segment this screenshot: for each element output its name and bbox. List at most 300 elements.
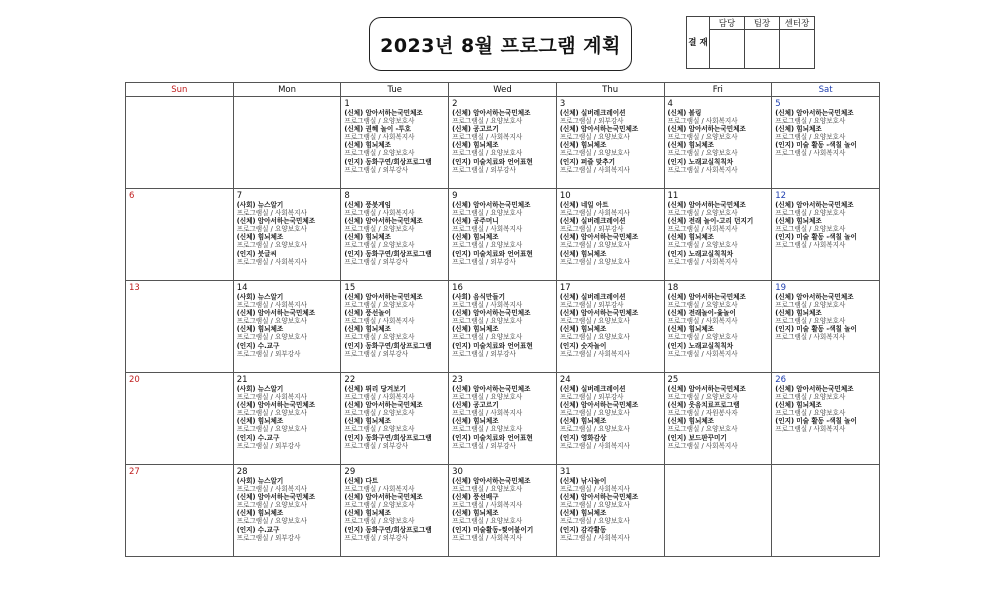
- program-location-staff: 프로그램실 / 사회복지사: [559, 209, 630, 218]
- program-name: (신체) 암아서하는국민체조: [452, 477, 531, 485]
- program-location-staff: 프로그램실 / 요양보호사: [236, 517, 307, 526]
- program-name: (인지) 미술치료와 언어표현: [452, 433, 533, 442]
- program-location-staff: 프로그램실 / 사회복지사: [559, 533, 630, 542]
- program-name: (사회) 뉴스알기: [236, 477, 284, 485]
- approval-col-staff: 담당: [710, 17, 745, 30]
- program-location-staff: 프로그램실 / 요양보호사: [452, 517, 523, 526]
- approval-sign-team-lead: [745, 30, 780, 69]
- day-number: 5: [775, 99, 781, 109]
- program-name: (신체) 암아서하는국민체조: [236, 401, 316, 410]
- day-cell: [449, 281, 557, 373]
- weekday-mon: Mon: [233, 83, 341, 97]
- program-location-staff: 프로그램실 / 외부강사: [559, 301, 624, 310]
- program-name: (신체) 힘뇌체조: [452, 417, 499, 426]
- program-location-staff: 프로그램실 / 외부강사: [559, 393, 624, 402]
- day-number: 9: [452, 191, 458, 201]
- program-location-staff: 프로그램실 / 요양보호사: [452, 317, 523, 326]
- program-location-staff: 프로그램실 / 사회복지사: [236, 393, 307, 402]
- program-name: (신체) 암아서하는국민체조: [559, 493, 639, 502]
- program-location-staff: 프로그램실 / 요양보호사: [344, 225, 415, 234]
- program-location-staff: 프로그램실 / 요양보호사: [667, 241, 738, 250]
- week-row: [126, 281, 880, 373]
- approval-table: [686, 16, 815, 69]
- week-row: [126, 373, 880, 465]
- day-cell: [449, 465, 557, 557]
- day-number: 29: [344, 467, 356, 477]
- program-name: (신체) 힘뇌체조: [775, 217, 822, 226]
- program-location-staff: 프로그램실 / 요양보호사: [236, 425, 307, 434]
- day-number: 24: [559, 375, 571, 385]
- program-name: (인지) 미술활동-찢어붙이기: [452, 525, 534, 534]
- day-number: 6: [129, 191, 135, 201]
- approval-col-director: 센터장: [780, 17, 815, 30]
- program-location-staff: 프로그램실 / 사회복지사: [559, 441, 630, 450]
- day-number: 15: [344, 283, 356, 293]
- day-cell: [126, 465, 234, 557]
- program-location-staff: 프로그램실 / 요양보호사: [452, 241, 523, 250]
- weekday-fri: Fri: [664, 83, 772, 97]
- program-name: (신체) 힘뇌체조: [236, 509, 284, 518]
- program-name: (인지) 보드판꾸미기: [667, 433, 727, 442]
- program-name: (신체) 암아서하는국민체조: [667, 125, 746, 134]
- day-cell: [449, 189, 557, 281]
- program-name: (신체) 암아서하는국민체조: [667, 385, 746, 393]
- program-location-staff: 프로그램실 / 사회복지사: [667, 225, 738, 234]
- program-location-staff: 프로그램실 / 사회복지사: [452, 225, 523, 234]
- program-location-staff: 프로그램실 / 요양보호사: [559, 257, 630, 266]
- program-location-staff: 프로그램실 / 요양보호사: [775, 209, 846, 218]
- weekday-wed: Wed: [449, 83, 557, 97]
- program-name: (인지) 동화구연/회상프로그램: [344, 157, 432, 166]
- day-number: 12: [775, 191, 787, 201]
- program-name: (신체) 공고르기: [452, 401, 499, 410]
- program-name: (신체) 암아서하는국민체조: [559, 233, 639, 242]
- day-cell: [126, 189, 234, 281]
- day-cell: [126, 97, 234, 189]
- program-name: (신체) 힘뇌체조: [236, 325, 284, 334]
- program-location-staff: 프로그램실 / 요양보호사: [559, 133, 630, 142]
- day-number: 27: [129, 467, 140, 477]
- day-number: 28: [236, 467, 248, 477]
- program-name: (인지) 붓글씨: [236, 249, 277, 258]
- day-cell: [126, 373, 234, 465]
- program-name: (인지) 미술 활동 -색칠 놀이: [775, 141, 857, 150]
- program-name: (신체) 힘뇌체조: [344, 509, 391, 518]
- program-name: (신체) 풍선배구: [452, 493, 499, 502]
- program-name: (신체) 암아서하는국민체조: [775, 385, 854, 393]
- program-location-staff: 프로그램실 / 요양보호사: [236, 225, 307, 234]
- program-location-staff: 프로그램실 / 요양보호사: [559, 517, 630, 526]
- day-cell: [233, 281, 341, 373]
- program-location-staff: 프로그램실 / 요양보호사: [344, 409, 415, 418]
- approval-label: 결 재: [687, 17, 710, 69]
- program-location-staff: 프로그램실 / 외부강사: [452, 441, 516, 450]
- program-location-staff: 프로그램실 / 요양보호사: [344, 333, 415, 342]
- day-number: 19: [775, 283, 787, 293]
- program-location-staff: 프로그램실 / 사회복지사: [559, 165, 630, 174]
- day-number: 16: [452, 283, 463, 293]
- program-location-staff: 프로그램실 / 외부강사: [559, 225, 624, 234]
- day-number: 30: [452, 467, 463, 477]
- program-name: (인지) 수.교구: [236, 341, 280, 350]
- program-location-staff: 프로그램실 / 요양보호사: [452, 425, 523, 434]
- program-location-staff: 프로그램실 / 요양보호사: [452, 333, 523, 342]
- program-name: (신체) 실버레크레이션: [559, 217, 626, 226]
- program-name: (신체) 힘뇌체조: [667, 325, 715, 334]
- program-name: (신체) 힘뇌체조: [452, 141, 499, 150]
- day-number: 20: [129, 375, 140, 385]
- program-location-staff: 프로그램실 / 외부강사: [236, 441, 301, 450]
- program-location-staff: 프로그램실 / 요양보호사: [775, 133, 846, 142]
- day-cell: [233, 373, 341, 465]
- program-name: (신체) 힘뇌체조: [236, 233, 284, 242]
- day-number: 3: [559, 99, 566, 109]
- program-name: (인지) 동화구연/회상프로그램: [344, 341, 432, 350]
- program-location-staff: 프로그램실 / 사회복지사: [667, 117, 738, 126]
- program-name: (신체) 힘뇌체조: [775, 125, 822, 134]
- day-cell: [772, 97, 880, 189]
- program-location-staff: 프로그램실 / 요양보호사: [775, 409, 846, 418]
- program-location-staff: 프로그램실 / 사회복지사: [667, 317, 738, 326]
- program-location-staff: 프로그램실 / 사회복지사: [236, 485, 307, 494]
- program-name: (신체) 실버레크레이션: [559, 385, 626, 393]
- program-location-staff: 프로그램실 / 요양보호사: [452, 209, 523, 218]
- day-number: 14: [236, 283, 248, 293]
- program-name: (인지) 감각활동: [559, 525, 607, 534]
- program-name: (신체) 암아서하는국민체조: [236, 309, 316, 318]
- program-name: (신체) 실버레크레이션: [559, 109, 626, 117]
- day-number: 25: [667, 375, 679, 385]
- program-location-staff: 프로그램실 / 요양보호사: [236, 501, 307, 510]
- program-location-staff: 프로그램실 / 요양보호사: [344, 425, 415, 434]
- program-name: (신체) 힘뇌체조: [775, 401, 822, 410]
- program-location-staff: 프로그램실 / 사회복지사: [452, 501, 523, 510]
- program-name: (인지) 미술 활동 -색칠 놀이: [775, 325, 857, 334]
- program-location-staff: 프로그램실 / 사회복지사: [344, 485, 415, 494]
- program-name: (인지) 노래교실칙칙차: [667, 341, 734, 350]
- program-location-staff: 프로그램실 / 요양보호사: [452, 485, 523, 494]
- program-location-staff: 프로그램실 / 자원봉사자: [667, 409, 738, 418]
- program-location-staff: 프로그램실 / 요양보호사: [667, 425, 738, 434]
- program-name: (신체) 뛰리 당겨보기: [344, 385, 406, 393]
- program-name: (신체) 네일 아트: [559, 201, 609, 209]
- program-location-staff: 프로그램실 / 요양보호사: [452, 149, 523, 158]
- program-location-staff: 프로그램실 / 사회복지사: [236, 209, 307, 218]
- program-name: (신체) 암아서하는국민체조: [452, 385, 531, 393]
- program-name: (신체) 풍봇게임: [344, 201, 391, 209]
- program-name: (신체) 다트: [344, 477, 379, 485]
- program-location-staff: 프로그램실 / 요양보호사: [775, 117, 846, 126]
- day-cell: [449, 373, 557, 465]
- program-name: (신체) 힘뇌체조: [344, 325, 391, 334]
- week-row: [126, 465, 880, 557]
- day-cell: [664, 281, 772, 373]
- program-name: (신체) 암아서하는국민체조: [344, 217, 423, 226]
- day-number: 1: [344, 99, 350, 109]
- program-location-staff: 프로그램실 / 사회복지사: [775, 333, 846, 342]
- program-location-staff: 프로그램실 / 외부강사: [236, 533, 301, 542]
- program-location-staff: 프로그램실 / 사회복지사: [667, 165, 738, 174]
- program-name: (신체) 힘뇌체조: [344, 233, 391, 242]
- day-cell: [664, 465, 772, 557]
- day-cell: [233, 189, 341, 281]
- program-location-staff: 프로그램실 / 요양보호사: [344, 149, 415, 158]
- program-location-staff: 프로그램실 / 사회복지사: [667, 349, 738, 358]
- page-title: 2023년 8월 프로그램 계획: [369, 17, 632, 71]
- day-cell: [341, 465, 449, 557]
- program-name: (신체) 암아서하는국민체조: [667, 201, 746, 209]
- program-name: (신체) 힘뇌체조: [236, 417, 284, 426]
- program-location-staff: 프로그램실 / 요양보호사: [559, 317, 630, 326]
- program-location-staff: 프로그램실 / 요양보호사: [559, 241, 630, 250]
- day-cell: [772, 189, 880, 281]
- program-name: (신체) 권혜 놀이 -투호: [344, 125, 412, 134]
- day-cell: [772, 373, 880, 465]
- program-name: (신체) 볼링: [667, 109, 702, 117]
- day-number: 11: [667, 191, 679, 201]
- day-number: 21: [236, 375, 248, 385]
- program-name: (신체) 힘뇌체조: [559, 417, 607, 426]
- program-name: (신체) 암아서하는국민체조: [452, 109, 531, 117]
- program-name: (인지) 노래교실칙칙차: [667, 157, 734, 166]
- day-cell: [341, 373, 449, 465]
- program-name: (신체) 힘뇌체조: [344, 417, 391, 426]
- program-name: (신체) 힘뇌체조: [452, 509, 499, 518]
- program-location-staff: 프로그램실 / 사회복지사: [452, 301, 523, 310]
- day-cell: [449, 97, 557, 189]
- program-name: (신체) 힘뇌체조: [559, 249, 607, 258]
- program-name: (신체) 암아서하는국민체조: [236, 217, 316, 226]
- program-location-staff: 프로그램실 / 외부강사: [344, 257, 409, 266]
- day-cell: [664, 189, 772, 281]
- day-number: [129, 99, 232, 109]
- day-cell: [556, 189, 664, 281]
- program-name: (사회) 뉴스알기: [236, 201, 284, 209]
- program-location-staff: 프로그램실 / 사회복지사: [236, 301, 307, 310]
- day-cell: [664, 373, 772, 465]
- calendar-table: [125, 82, 880, 557]
- program-name: (신체) 암아서하는국민체조: [344, 109, 423, 117]
- program-location-staff: 프로그램실 / 요양보호사: [236, 317, 307, 326]
- day-cell: [556, 281, 664, 373]
- program-location-staff: 프로그램실 / 사회복지사: [559, 485, 630, 494]
- program-location-staff: 프로그램실 / 요양보호사: [344, 117, 415, 126]
- program-name: (인지) 숫자놀이: [559, 341, 607, 350]
- program-location-staff: 프로그램실 / 사회복지사: [667, 441, 738, 450]
- program-location-staff: 프로그램실 / 요양보호사: [667, 209, 738, 218]
- program-name: (사회) 음식만들기: [452, 293, 506, 301]
- program-location-staff: 프로그램실 / 요양보호사: [667, 149, 738, 158]
- program-name: (신체) 힘뇌체조: [559, 509, 607, 518]
- program-name: (사회) 뉴스알기: [236, 293, 284, 301]
- program-name: (신체) 힘뇌체조: [667, 141, 715, 150]
- program-location-staff: 프로그램실 / 사회복지사: [344, 393, 415, 402]
- program-location-staff: 프로그램실 / 요양보호사: [775, 317, 846, 326]
- day-cell: [772, 465, 880, 557]
- program-name: (신체) 암아서하는국민체조: [775, 201, 854, 209]
- program-location-staff: 프로그램실 / 요양보호사: [667, 133, 738, 142]
- program-location-staff: 프로그램실 / 요양보호사: [775, 301, 846, 310]
- day-number: 26: [775, 375, 787, 385]
- day-number: 31: [559, 467, 571, 477]
- day-cell: [341, 281, 449, 373]
- program-name: (신체) 풍선놀이: [344, 309, 391, 318]
- program-name: (신체) 전래놀이-윷놀이: [667, 309, 736, 318]
- day-number: 2: [452, 99, 458, 109]
- program-location-staff: 프로그램실 / 요양보호사: [775, 393, 846, 402]
- program-name: (신체) 힘뇌체조: [452, 325, 499, 334]
- day-cell: [664, 97, 772, 189]
- program-name: (신체) 전래 놀이-고리 던지기: [667, 217, 754, 226]
- program-location-staff: 프로그램실 / 사회복지사: [344, 209, 415, 218]
- program-name: (신체) 암아서하는국민체조: [344, 401, 423, 410]
- program-name: (신체) 암아서하는국민체조: [236, 493, 316, 502]
- program-name: (신체) 암아서하는국민체조: [559, 125, 639, 134]
- program-location-staff: 프로그램실 / 외부강사: [452, 349, 516, 358]
- weekday-sat: Sat: [772, 83, 880, 97]
- day-cell: [233, 465, 341, 557]
- day-number: [668, 467, 771, 477]
- day-cell: [126, 281, 234, 373]
- week-row: [126, 97, 880, 189]
- program-location-staff: 프로그램실 / 요양보호사: [559, 409, 630, 418]
- program-location-staff: 프로그램실 / 요양보호사: [775, 225, 846, 234]
- weekday-tue: Tue: [341, 83, 449, 97]
- program-name: (신체) 실버레크레이션: [559, 293, 626, 301]
- approval-sign-director: [780, 30, 815, 69]
- program-location-staff: 프로그램실 / 사회복지사: [667, 257, 738, 266]
- program-name: (신체) 공주머니: [452, 217, 499, 226]
- program-name: (신체) 낚시놀이: [559, 477, 607, 485]
- program-location-staff: 프로그램실 / 요양보호사: [344, 501, 415, 510]
- program-location-staff: 프로그램실 / 사회복지사: [775, 241, 846, 250]
- program-name: (인지) 퍼즐 맞추기: [559, 157, 616, 166]
- day-number: [237, 99, 340, 109]
- program-name: (인지) 미술 활동 -색칠 놀이: [775, 417, 857, 426]
- program-name: (인지) 영화감상: [559, 433, 607, 442]
- program-location-staff: 프로그램실 / 사회복지사: [236, 257, 307, 266]
- program-location-staff: 프로그램실 / 외부강사: [344, 441, 409, 450]
- program-name: (신체) 힘뇌체조: [344, 141, 391, 150]
- program-location-staff: 프로그램실 / 사회복지사: [452, 533, 523, 542]
- program-location-staff: 프로그램실 / 요양보호사: [452, 393, 523, 402]
- program-name: (인지) 수.교구: [236, 433, 280, 442]
- program-name: (인지) 동화구연/회상프로그램: [344, 525, 432, 534]
- program-location-staff: 프로그램실 / 사회복지사: [775, 149, 846, 158]
- program-location-staff: 프로그램실 / 사회복지사: [559, 349, 630, 358]
- program-location-staff: 프로그램실 / 요양보호사: [559, 501, 630, 510]
- day-number: 10: [559, 191, 571, 201]
- program-name: (신체) 공고르기: [452, 125, 499, 134]
- day-number: [775, 467, 878, 477]
- program-location-staff: 프로그램실 / 요양보호사: [344, 517, 415, 526]
- program-name: (신체) 힘뇌체조: [559, 141, 607, 150]
- program-name: (인지) 미술치료와 언어표현: [452, 157, 533, 166]
- day-number: 7: [236, 191, 243, 201]
- day-number: 22: [344, 375, 356, 385]
- program-location-staff: 프로그램실 / 요양보호사: [667, 393, 738, 402]
- program-location-staff: 프로그램실 / 요양보호사: [559, 425, 630, 434]
- day-number: 17: [559, 283, 571, 293]
- program-name: (신체) 암아서하는국민체조: [559, 309, 639, 318]
- program-name: (인지) 미술 활동 -색칠 놀이: [775, 233, 857, 242]
- program-name: (인지) 미술치료와 언어표현: [452, 341, 533, 350]
- program-location-staff: 프로그램실 / 외부강사: [559, 117, 624, 126]
- day-cell: [556, 373, 664, 465]
- approval-col-team-lead: 팀장: [745, 17, 780, 30]
- week-row: [126, 189, 880, 281]
- program-location-staff: 프로그램실 / 외부강사: [452, 165, 516, 174]
- day-number: 23: [452, 375, 463, 385]
- approval-sign-staff: [710, 30, 745, 69]
- program-location-staff: 프로그램실 / 외부강사: [452, 257, 516, 266]
- program-location-staff: 프로그램실 / 외부강사: [344, 533, 409, 542]
- day-cell: [556, 465, 664, 557]
- program-name: (신체) 암아서하는국민체조: [452, 201, 531, 209]
- program-location-staff: 프로그램실 / 사회복지사: [344, 317, 415, 326]
- day-cell: [233, 97, 341, 189]
- program-name: (신체) 힘뇌체조: [667, 417, 715, 426]
- day-cell: [556, 97, 664, 189]
- weekday-sun: Sun: [126, 83, 234, 97]
- program-location-staff: 프로그램실 / 요양보호사: [344, 241, 415, 250]
- program-name: (신체) 암아서하는국민체조: [559, 401, 639, 410]
- program-location-staff: 프로그램실 / 사회복지사: [775, 425, 846, 434]
- program-location-staff: 프로그램실 / 외부강사: [344, 165, 409, 174]
- program-location-staff: 프로그램실 / 요양보호사: [667, 301, 738, 310]
- program-location-staff: 프로그램실 / 사회복지사: [452, 409, 523, 418]
- program-name: (신체) 힘뇌체조: [667, 233, 715, 242]
- program-location-staff: 프로그램실 / 요양보호사: [236, 409, 307, 418]
- program-name: (신체) 암아서하는국민체조: [344, 293, 423, 301]
- program-name: (신체) 암아서하는국민체조: [667, 293, 746, 301]
- day-cell: [341, 97, 449, 189]
- program-location-staff: 프로그램실 / 요양보호사: [667, 333, 738, 342]
- program-name: (인지) 동화구연/회상프로그램: [344, 249, 432, 258]
- day-number: 13: [129, 283, 140, 293]
- program-location-staff: 프로그램실 / 요양보호사: [344, 301, 415, 310]
- weekday-thu: Thu: [556, 83, 664, 97]
- program-name: (신체) 암아서하는국민체조: [452, 309, 531, 318]
- program-location-staff: 프로그램실 / 요양보호사: [236, 241, 307, 250]
- program-location-staff: 프로그램실 / 외부강사: [344, 349, 409, 358]
- program-name: (신체) 암아서하는국민체조: [344, 493, 423, 502]
- program-name: (신체) 힘뇌체조: [452, 233, 499, 242]
- program-name: (인지) 미술치료와 언어표현: [452, 249, 533, 258]
- program-location-staff: 프로그램실 / 요양보호사: [452, 117, 523, 126]
- day-number: 4: [667, 99, 673, 109]
- program-location-staff: 프로그램실 / 요양보호사: [559, 149, 630, 158]
- program-name: (신체) 암아서하는국민체조: [775, 109, 854, 117]
- day-cell: [341, 189, 449, 281]
- day-number: 18: [667, 283, 679, 293]
- weekday-header-row: [126, 83, 880, 97]
- program-location-staff: 프로그램실 / 사회복지사: [452, 133, 523, 142]
- program-name: (신체) 웃음치료프로그램: [667, 401, 740, 410]
- program-location-staff: 프로그램실 / 요양보호사: [236, 333, 307, 342]
- program-name: (신체) 힘뇌체조: [775, 309, 822, 318]
- program-location-staff: 프로그램실 / 외부강사: [236, 349, 301, 358]
- program-name: (인지) 노래교실칙칙차: [667, 249, 734, 258]
- day-cell: [772, 281, 880, 373]
- program-name: (인지) 수.교구: [236, 525, 280, 534]
- day-number: 8: [344, 191, 350, 201]
- program-name: (신체) 힘뇌체조: [559, 325, 607, 334]
- program-name: (인지) 동화구연/회상프로그램: [344, 433, 432, 442]
- program-location-staff: 프로그램실 / 요양보호사: [559, 333, 630, 342]
- program-name: (사회) 뉴스알기: [236, 385, 284, 393]
- program-name: (신체) 암아서하는국민체조: [775, 293, 854, 301]
